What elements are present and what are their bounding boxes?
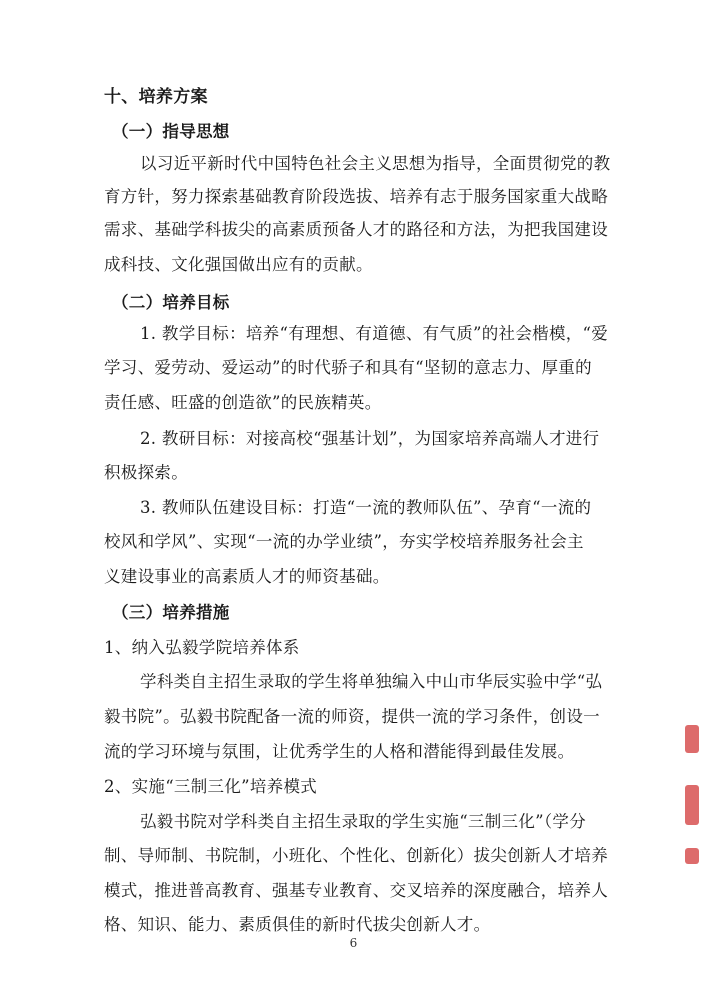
paragraph-line: 校风和学风”、实现“一流的办学业绩”，夯实学校培养服务社会主 (104, 532, 584, 551)
paragraph-line: 学科类自主招生录取的学生将单独编入中山市华辰实验中学“弘 (140, 672, 603, 691)
paragraph-line: 弘毅书院对学科类自主招生录取的学生实施“三制三化”（学分 (140, 812, 587, 831)
paragraph-line: 义建设事业的高素质人才的师资基础。 (104, 567, 390, 586)
paragraph-line: 学习、爱劳动、爱运动”的时代骄子和具有“坚韧的意志力、厚重的 (104, 358, 592, 377)
paragraph-line: 毅书院”。弘毅书院配备一流的师资，提供一流的学习条件，创设一 (104, 707, 600, 726)
paragraph-line: 积极探索。 (104, 463, 188, 482)
list-heading: 2、实施“三制三化”培养模式 (104, 777, 318, 796)
paragraph-line: 需求、基础学科拔尖的高素质预备人才的路径和方法，为把我国建设 (104, 220, 608, 239)
paragraph-line: 1. 教学目标：培养“有理想、有道德、有气质”的社会楷模，“爱 (140, 324, 609, 343)
paragraph-line: 以习近平新时代中国特色社会主义思想为指导，全面贯彻党的教 (140, 154, 611, 173)
paragraph-line: 流的学习环境与氛围，让优秀学生的人格和潜能得到最佳发展。 (104, 742, 575, 761)
seal-mark (685, 848, 699, 864)
page-number: 6 (349, 936, 358, 950)
subsection-measures: （三）培养措施 (112, 603, 230, 622)
paragraph-line: 责任感、旺盛的创造欲”的民族精英。 (104, 393, 382, 412)
paragraph-line: 模式，推进普高教育、强基专业教育、交叉培养的深度融合，培养人 (104, 881, 608, 900)
seal-mark (685, 725, 699, 753)
list-heading: 1、纳入弘毅学院培养体系 (104, 638, 300, 657)
section-title: 十、培养方案 (104, 87, 208, 107)
paragraph-line: 2. 教研目标：对接高校“强基计划”，为国家培养高端人才进行 (140, 429, 600, 448)
paragraph-line: 3. 教师队伍建设目标：打造“一流的教师队伍”、孕育“一流的 (140, 498, 592, 517)
paragraph-line: 格、知识、能力、素质俱佳的新时代拔尖创新人才。 (104, 915, 491, 934)
subsection-goals: （二）培养目标 (112, 293, 230, 312)
paragraph-line: 制、导师制、书院制，小班化、个性化、创新化）拔尖创新人才培养 (104, 846, 608, 865)
seal-mark (685, 785, 699, 825)
paragraph-line: 育方针，努力探索基础教育阶段选拔、培养有志于服务国家重大战略 (104, 187, 608, 206)
subsection-guiding-thought: （一）指导思想 (112, 122, 230, 141)
paragraph-line: 成科技、文化强国做出应有的贡献。 (104, 255, 373, 274)
